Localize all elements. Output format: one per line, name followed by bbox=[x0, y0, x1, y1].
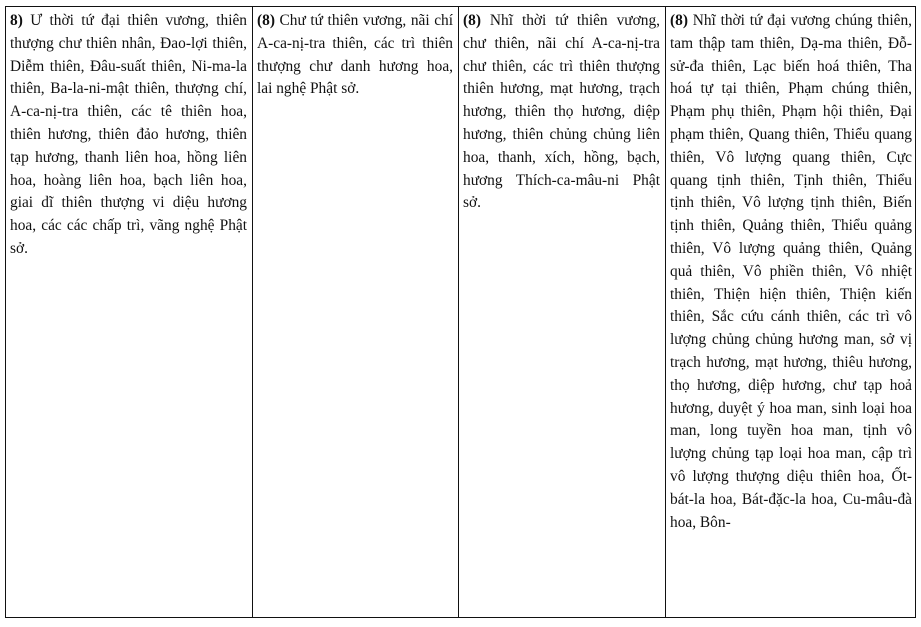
column-2-cell bbox=[253, 7, 459, 617]
column-1-text: Ư thời tứ đại thiên vương, thiên thượng chư thiên nhân, Đao-lợi thiên, Diễm thiên, Đâu-suất thiên, Ni-ma-la thiên, Ba-la-ni-mật thiên, thượng chí, A-ca-nị-tra thiên, các tê thiên hoa, thiên hương, thiên đảo hương, thiên tạp hương, thanh liên hoa, hồng liên hoa, hoàng liên hoa, bạch liên hoa, giai dĩ thiên thượng vi diệu hương hoa, các các chấp trì, vãng nghệ Phật sở. bbox=[10, 12, 247, 257]
column-1-cell bbox=[6, 7, 253, 617]
column-1-number: 8) bbox=[10, 12, 23, 29]
column-4-number: (8) bbox=[670, 12, 688, 29]
column-4-text: Nhĩ thời tứ đại vương chúng thiên, tam thập tam thiên, Dạ-ma thiên, Đỗ-sử-đa thiên, Lạc biến hoá thiên, Tha hoá tự tại thiên, Phạm chúng thiên, Phạm phụ thiên, Phạm hội thiên, Đại phạm thiên, Quang thiên, Thiểu quang thiên, Vô lượng quang thiên, Cực quang tịnh thiên, Tịnh thiên, Thiểu tịnh thiên, Vô lượng tịnh thiên, Biến tịnh thiên, Quảng thiên, Thiểu quảng thiên, Vô lượng quảng thiên, Quảng quả thiên, Vô phiền thiên, Vô nhiệt thiên, Thiện hiện thiên, Thiện kiến thiên, Sắc cứu cánh thiên, các trì vô lượng chủng chủng hương man, sở vị trạch hương, mạt hương, thiêu hương, thọ hương, diệp hương, chư tạp hoả hương, duyệt ý hoa man, sinh loại hoa man, long tuyền hoa man, tịnh vô lượng chủng tạp loại hoa man, cập trì vô lượng thượng diệu thiên hoa, Ốt-bát-la hoa, Bát-đặc-la hoa, Cu-mâu-đà hoa, Bôn- bbox=[670, 12, 912, 531]
column-3-number: (8) bbox=[463, 12, 481, 29]
comparison-table bbox=[5, 6, 916, 618]
column-3-cell bbox=[459, 7, 666, 617]
column-2-text: Chư tứ thiên vương, nãi chí A-ca-nị-tra thiên, các trì thiên thượng chư danh hương hoa, lai nghệ Phật sở. bbox=[257, 12, 453, 98]
column-2-number: (8) bbox=[257, 12, 275, 29]
column-4-cell bbox=[666, 7, 917, 617]
column-3-text: Nhĩ thời tứ thiên vương, chư thiên, nãi chí A-ca-nị-tra chư thiên, các trì thiên thượng thiên hương, mạt hương, trạch hương, thiên thọ hương, diệp hương, thiên chủng chủng liên hoa, thanh, xích, hồng, bạch, hương Thích-ca-mâu-ni Phật sở. bbox=[463, 12, 660, 212]
